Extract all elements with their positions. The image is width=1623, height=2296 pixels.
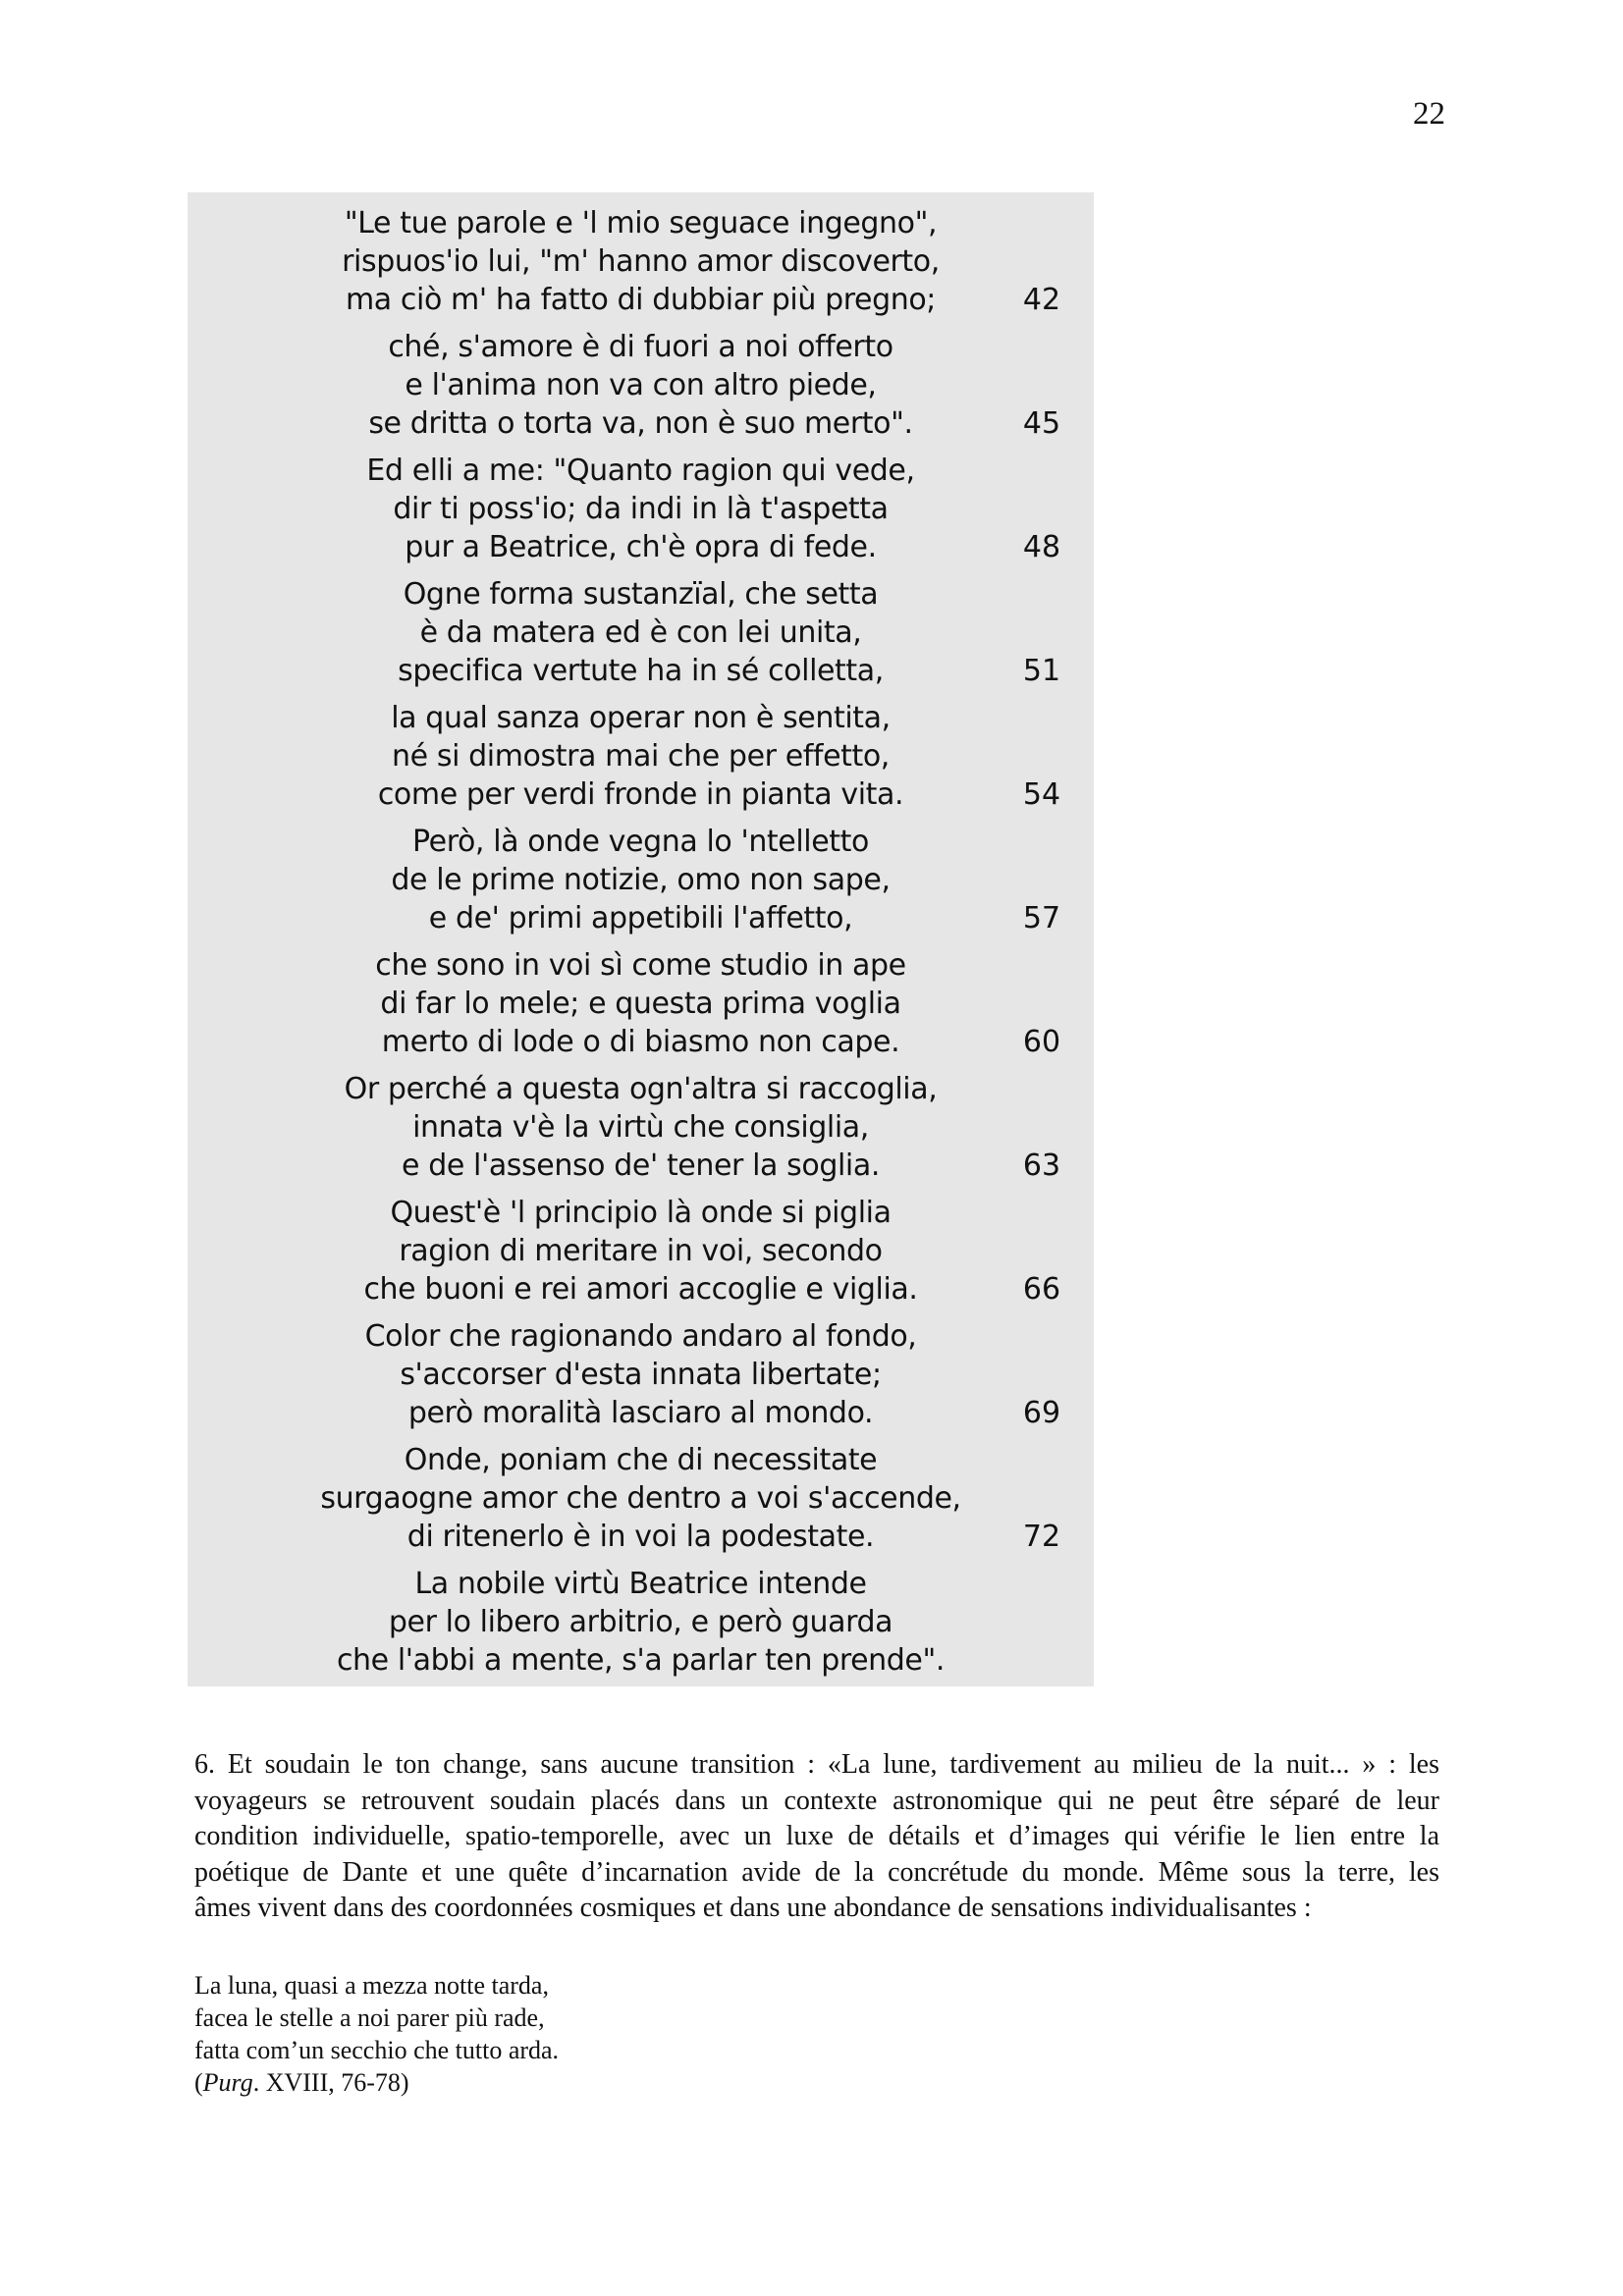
verse-line: se dritta o torta va, non è suo merto". [368, 406, 913, 441]
verse-line: né si dimostra mai che per effetto, [392, 739, 890, 774]
verse-line: ragion di meritare in voi, secondo [399, 1234, 883, 1268]
verse-line: dir ti poss'io; da indi in là t'aspetta [393, 492, 889, 526]
verse-line: s'accorser d'esta innata libertate; [400, 1358, 882, 1392]
verse-line: pur a Beatrice, ch'è opra di fede. [405, 530, 877, 564]
verse-line: Color che ragionando andaro al fondo, [364, 1319, 917, 1354]
verse-line: ma ciò m' ha fatto di dubbiar più pregno; [345, 283, 937, 317]
verse-line: che buoni e rei amori accoglie e viglia. [363, 1272, 918, 1307]
verse-line: Quest'è 'l principio là onde si piglia [390, 1196, 892, 1230]
verse-line: La nobile virtù Beatrice intende [414, 1567, 867, 1601]
verse-line: merto di lode o di biasmo non cape. [381, 1025, 900, 1059]
verse-line: e l'anima non va con altro piede, [405, 368, 877, 402]
verse-number: 51 [1022, 654, 1061, 688]
quote-line: La luna, quasi a mezza notte tarda, [194, 1971, 549, 2000]
verse-line: innata v'è la virtù che consiglia, [412, 1110, 869, 1145]
commentary-paragraph [194, 1747, 1439, 1927]
verse-line: e de' primi appetibili l'affetto, [428, 901, 853, 935]
paragraph-line: poétique de Dante et une quête d’incarnation avide de la concrétude du monde. Même sous la terre, les [194, 1856, 1439, 1888]
paragraph-line: condition individuelle, spatio-temporelle, avec un luxe de détails et d’images qui vérifie le lien entre la [194, 1821, 1439, 1852]
poem-box [188, 192, 1094, 1686]
verse-number: 66 [1022, 1272, 1061, 1307]
quote-citation [194, 2066, 882, 2099]
verse-number: 42 [1022, 283, 1061, 317]
verse-line: però moralità lasciaro al mondo. [407, 1396, 874, 1430]
paragraph-line: voyageurs se retrouvent soudain placés dans un contexte astronomique qui ne peut être séparé de leur [194, 1785, 1439, 1816]
quote-line: fatta com’un secchio che tutto arda. [194, 2036, 560, 2064]
verse-line: Ed elli a me: "Quanto ragion qui vede, [366, 454, 915, 488]
citation-rest: . XVIII, 76-78) [252, 2068, 409, 2097]
paragraph-line: âmes vivent dans des coordonnées cosmiques et dans une abondance de sensations individualisantes : [194, 1893, 1312, 1924]
verse-number: 57 [1022, 901, 1061, 935]
quote-line: facea le stelle a noi parer più rade, [194, 2003, 545, 2032]
verse-line: ché, s'amore è di fuori a noi offerto [388, 330, 893, 364]
verse-number: 60 [1022, 1025, 1061, 1059]
verse-number: 54 [1022, 777, 1061, 812]
verse-number: 48 [1022, 530, 1061, 564]
verse-line: è da matera ed è con lei unita, [419, 615, 862, 650]
citation-open: ( [194, 2068, 203, 2097]
verse-number: 45 [1022, 406, 1061, 441]
verse-line: surgaogne amor che dentro a voi s'accende, [320, 1481, 961, 1516]
verse-line: Ogne forma sustanzïal, che setta [403, 577, 879, 612]
verse-line: per lo libero arbitrio, e però guarda [388, 1605, 893, 1639]
verse-line: "Le tue parole e 'l mio seguace ingegno", [344, 206, 938, 240]
verse-line: Però, là onde vegna lo 'ntelletto [412, 825, 869, 859]
verse-line: la qual sanza operar non è sentita, [391, 701, 891, 735]
citation-work: Purg [202, 2068, 253, 2097]
verse-line: Onde, poniam che di necessitate [404, 1443, 878, 1477]
verse-line: come per verdi fronde in pianta vita. [377, 777, 904, 812]
page-number: 22 [1413, 96, 1445, 132]
verse-line: di far lo mele; e questa prima voglia [380, 987, 901, 1021]
paragraph-line: 6. Et soudain le ton change, sans aucune transition : «La lune, tardivement au milieu de la nuit... » : les [194, 1749, 1439, 1780]
verse-line: rispuos'io lui, "m' hanno amor discoverto, [342, 244, 940, 279]
verse-line: e de l'assenso de' tener la soglia. [402, 1148, 880, 1183]
verse-number: 72 [1022, 1520, 1061, 1554]
verse-line: di ritenerlo è in voi la podestate. [406, 1520, 875, 1554]
verse-line: specifica vertute ha in sé colletta, [398, 654, 884, 688]
verse-number: 69 [1022, 1396, 1061, 1430]
verse-line: che l'abbi a mente, s'a parlar ten prende". [336, 1643, 946, 1678]
verse-number: 63 [1022, 1148, 1061, 1183]
verse-line: de le prime notizie, omo non sape, [391, 863, 891, 897]
block-quote [194, 1969, 882, 2099]
verse-line: che sono in voi sì come studio in ape [375, 948, 906, 983]
verse-line: Or perché a questa ogn'altra si raccoglia, [344, 1072, 938, 1106]
